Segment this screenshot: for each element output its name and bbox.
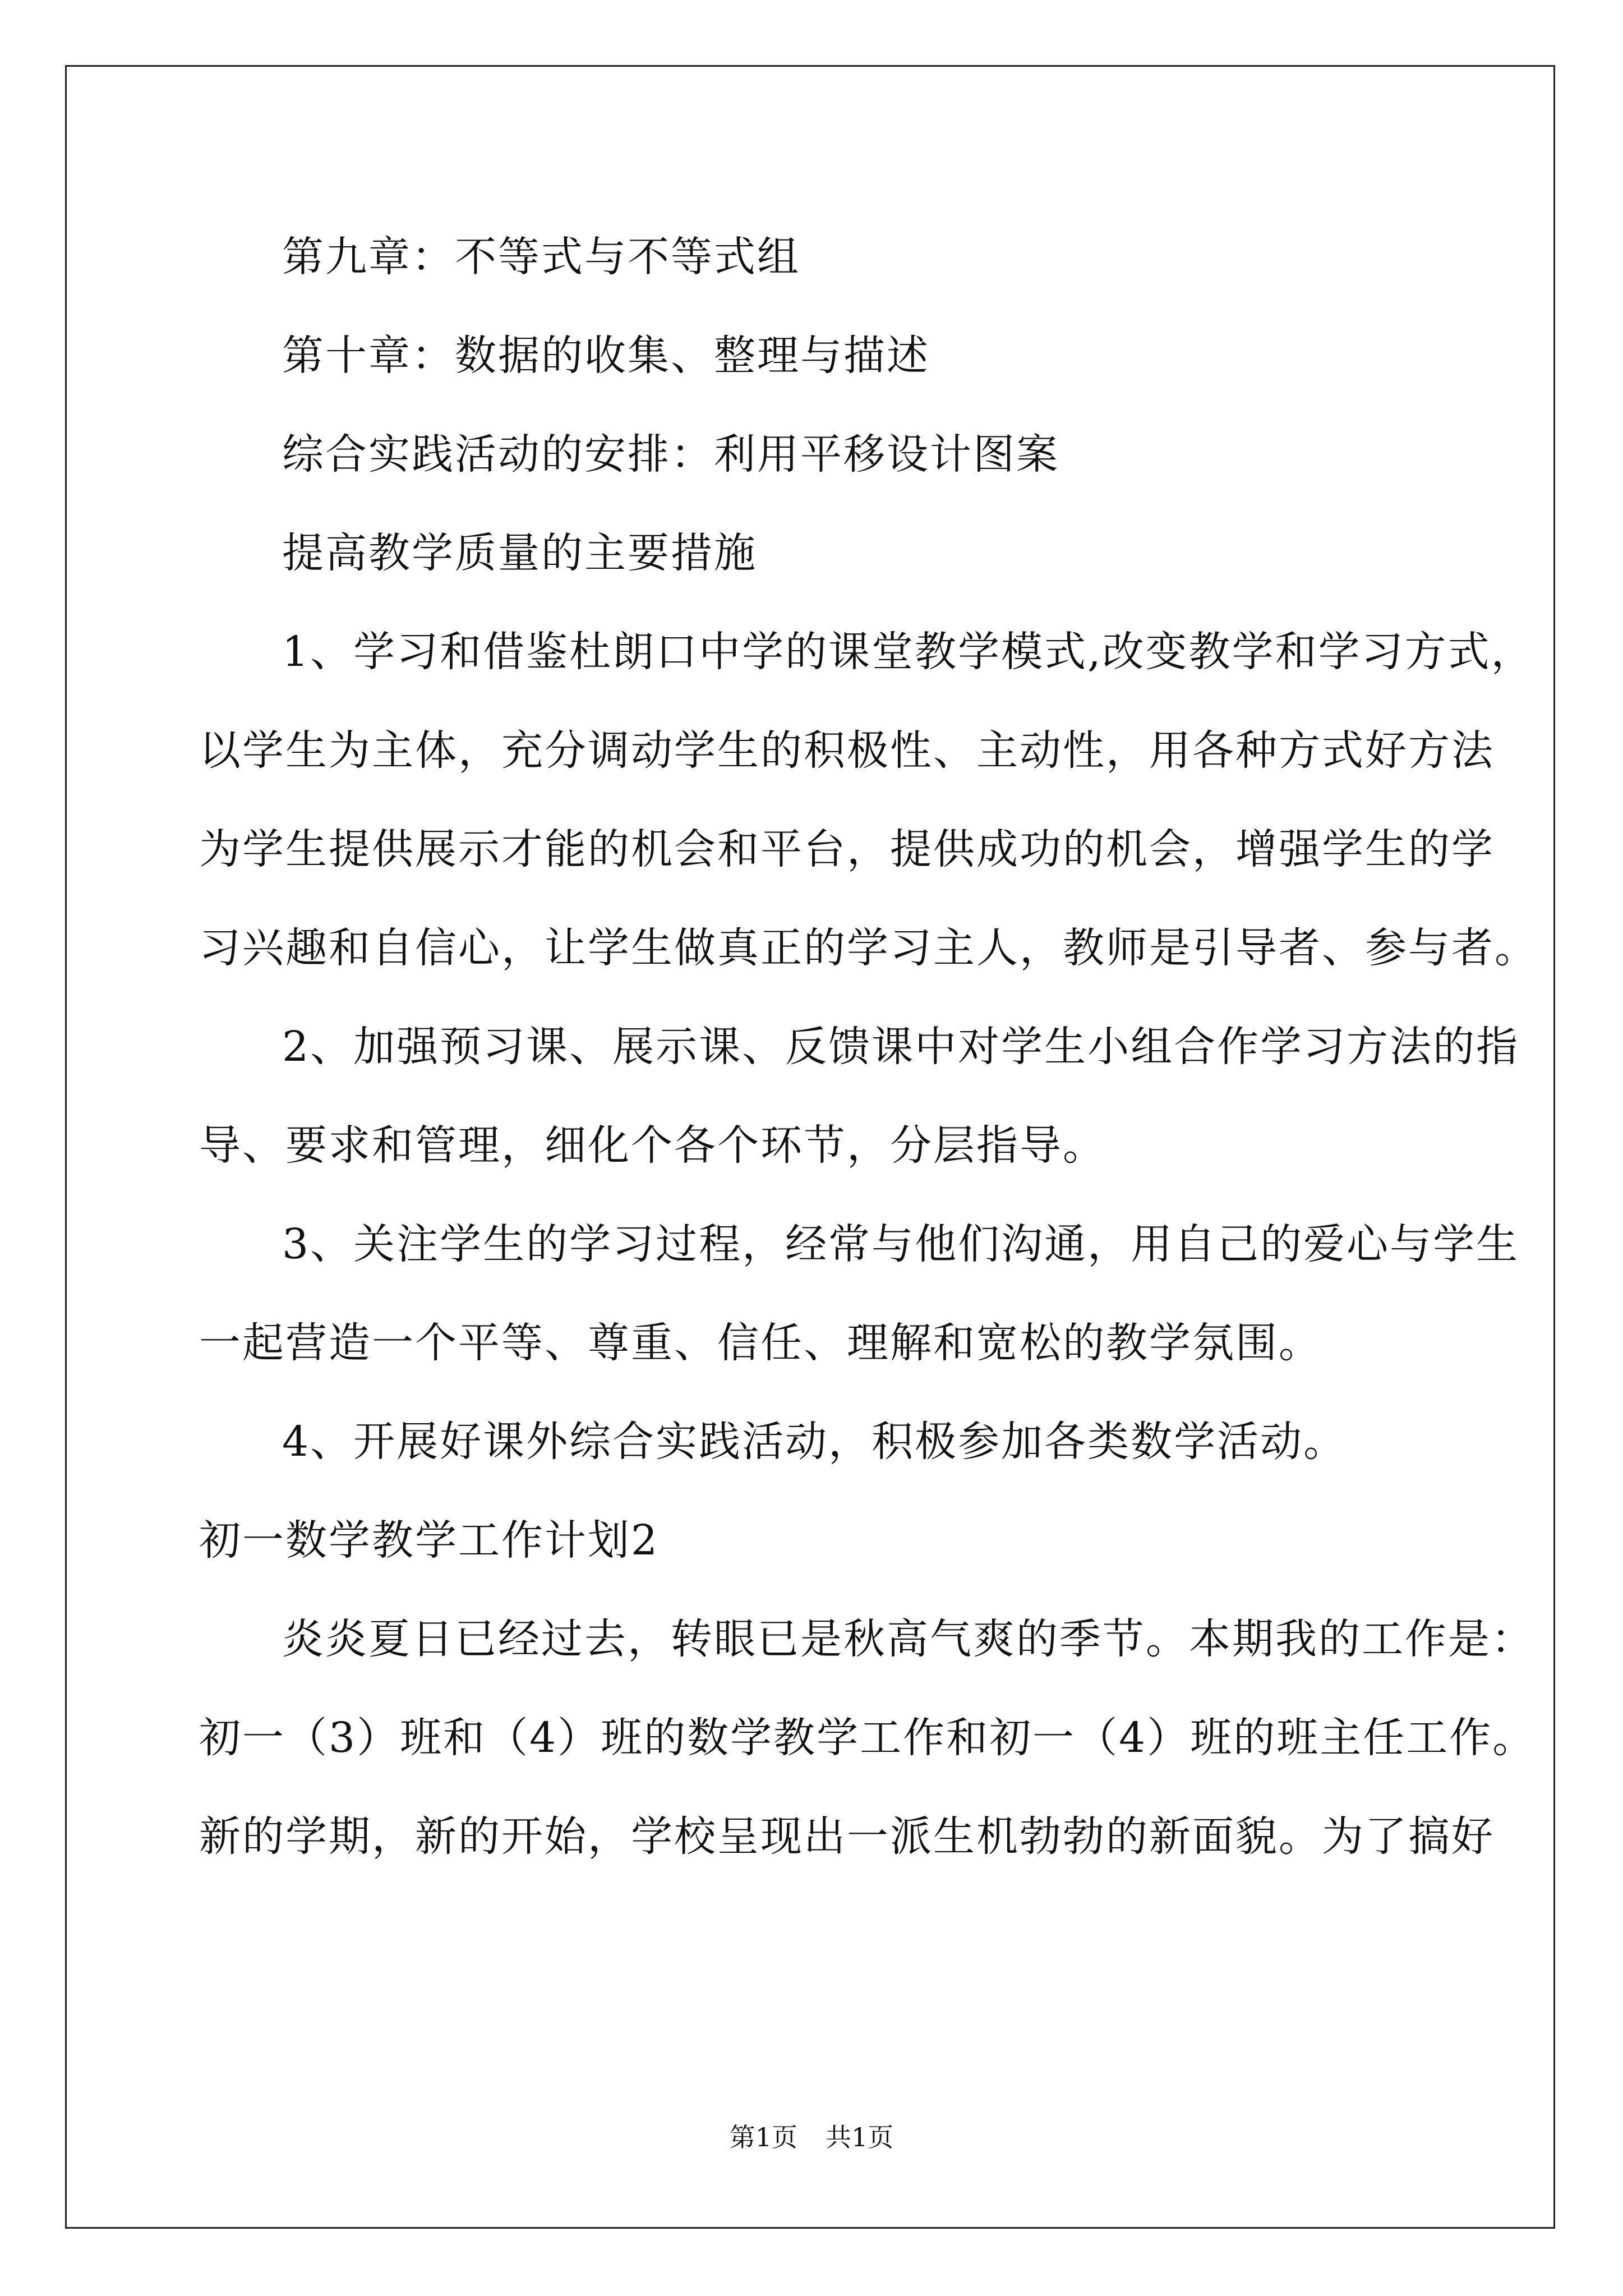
paragraph-chapter-9: 第九章：不等式与不等式组	[282, 233, 800, 281]
paragraph-intro-line-2: 初一（3）班和（4）班的数学教学工作和初一（4）班的班主任工作。	[199, 1714, 1536, 1762]
document-body	[199, 208, 1538, 1886]
paragraph-intro-line-3: 新的学期，新的开始，学校呈现出一派生机勃勃的新面貌。为了搞好	[199, 1812, 1495, 1861]
paragraph-measure-3-line-2: 一起营造一个平等、尊重、信任、理解和宽松的教学氛围。	[199, 1319, 1322, 1367]
paragraph-practice-activity: 综合实践活动的安排：利用平移设计图案	[282, 430, 1059, 478]
paragraph-measure-3-line-1: 3、关注学生的学习过程，经常与他们沟通，用自己的爱心与学生	[282, 1220, 1520, 1268]
paragraph-chapter-10: 第十章：数据的收集、整理与描述	[282, 332, 930, 380]
paragraph-measure-1-line-1: 1、学习和借鉴杜朗口中学的课堂教学模式,改变教学和学习方式，	[282, 628, 1534, 676]
paragraph-measure-2-line-1: 2、加强预习课、展示课、反馈课中对学生小组合作学习方法的指	[282, 1023, 1520, 1071]
page-total: 共1页	[826, 2122, 894, 2152]
section-title-plan-2: 初一数学教学工作计划2	[199, 1516, 660, 1565]
section-heading-measures: 提高教学质量的主要措施	[282, 529, 757, 577]
paragraph-measure-1-line-3: 为学生提供展示才能的机会和平台，提供成功的机会，增强学生的学	[199, 825, 1495, 873]
paragraph-measure-1-line-2: 以学生为主体，充分调动学生的积极性、主动性，用各种方式好方法	[199, 726, 1495, 775]
paragraph-measure-1-line-4: 习兴趣和自信心，让学生做真正的学习主人，教师是引导者、参与者。	[199, 924, 1538, 972]
page-footer	[0, 2120, 1623, 2154]
paragraph-measure-4: 4、开展好课外综合实践活动，积极参加各类数学活动。	[282, 1418, 1347, 1466]
paragraph-measure-2-line-2: 导、要求和管理，细化个各个环节，分层指导。	[199, 1121, 1106, 1170]
paragraph-intro-line-1: 炎炎夏日已经过去，转眼已是秋高气爽的季节。本期我的工作是：	[282, 1615, 1534, 1663]
page-number: 第1页	[729, 2122, 797, 2152]
